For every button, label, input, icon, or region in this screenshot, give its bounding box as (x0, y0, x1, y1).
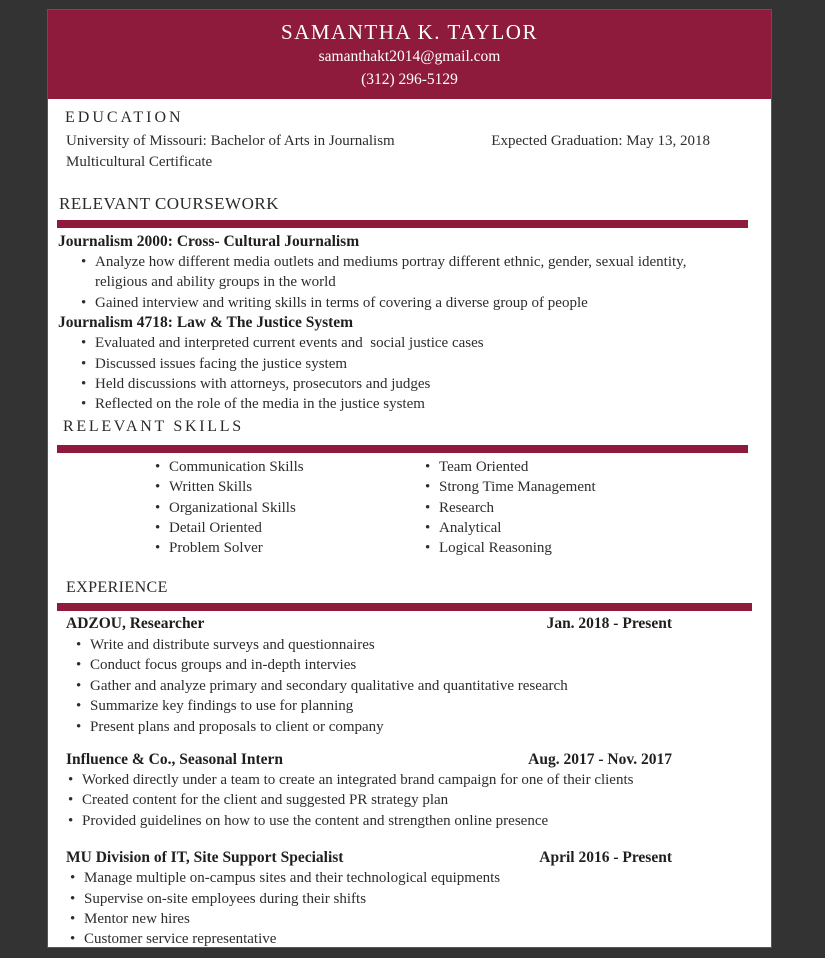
job-entry-header (48, 848, 771, 868)
education-row (48, 131, 771, 152)
skills-heading: RELEVANT SKILLS (63, 417, 244, 435)
job-title: ADZOU, Researcher (66, 614, 205, 632)
list-item: • Write and distribute surveys and questionnaires (76, 635, 748, 655)
job-entry-header (48, 614, 771, 634)
list-item: • Evaluated and interpreted current events and social justice cases (81, 333, 695, 353)
skills-column-left (155, 457, 425, 559)
list-item: • Research (425, 498, 725, 518)
list-item: • Analytical (425, 518, 725, 538)
experience-heading: EXPERIENCE (66, 578, 168, 596)
list-item: • Logical Reasoning (425, 538, 725, 558)
candidate-phone: (312) 296-5129 (361, 71, 458, 88)
job-bullet-list (48, 770, 748, 831)
job-bullet-list (48, 868, 748, 947)
skills-column-right (425, 457, 725, 559)
list-item: • Conduct focus groups and in-depth intervies (76, 655, 748, 675)
course-bullet-list (48, 252, 695, 313)
list-item: • Discussed issues facing the justice system (81, 354, 695, 374)
section-divider-bar (57, 220, 748, 228)
list-item: • Manage multiple on-campus sites and their technological equipments (70, 868, 748, 888)
course-bullet-list (48, 333, 695, 415)
list-item: • Mentor new hires (70, 909, 748, 929)
coursework-heading: RELEVANT COURSEWORK (59, 194, 279, 213)
skills-columns (48, 457, 771, 559)
course-title: Journalism 2000: Cross- Cultural Journalism (58, 233, 360, 250)
section-divider-bar (57, 603, 752, 611)
education-certificate: Multicultural Certificate (66, 154, 213, 170)
list-item: • Analyze how different media outlets and mediums portray different ethnic, gender, sexual identity, religious and ability groups in the world (81, 252, 695, 293)
job-dates: Aug. 2017 - Nov. 2017 (528, 750, 672, 768)
list-item: • Supervise on-site employees during their shifts (70, 889, 748, 909)
job-title: MU Division of IT, Site Support Specialist (66, 849, 344, 867)
candidate-email: samanthakt2014@gmail.com (318, 48, 501, 65)
job-entry-header (48, 750, 771, 770)
list-item: • Detail Oriented (155, 518, 425, 538)
resume-page (48, 10, 771, 947)
education-degree: University of Missouri: Bachelor of Arts in Journalism (66, 133, 395, 149)
skills-section (48, 417, 771, 559)
list-item: • Provided guidelines on how to use the content and strengthen online presence (68, 811, 748, 831)
education-section (48, 108, 771, 173)
job-bullet-list (48, 635, 748, 737)
list-item: • Present plans and proposals to client or company (76, 717, 748, 737)
job-dates: Jan. 2018 - Present (546, 614, 672, 632)
list-item: • Communication Skills (155, 457, 425, 477)
list-item: • Gained interview and writing skills in terms of covering a diverse group of people (81, 293, 695, 313)
list-item: • Written Skills (155, 477, 425, 497)
list-item: • Organizational Skills (155, 498, 425, 518)
section-divider-bar (57, 445, 748, 453)
coursework-section (48, 194, 771, 415)
education-heading: EDUCATION (65, 109, 184, 126)
list-item: • Summarize key findings to use for planning (76, 696, 748, 716)
list-item: • Team Oriented (425, 457, 725, 477)
list-item: • Problem Solver (155, 538, 425, 558)
list-item: • Gather and analyze primary and secondary qualitative and quantitative research (76, 676, 748, 696)
resume-header (48, 10, 771, 99)
job-dates: April 2016 - Present (539, 849, 672, 867)
job-title: Influence & Co., Seasonal Intern (66, 750, 284, 768)
course-title: Journalism 4718: Law & The Justice System (58, 314, 354, 332)
list-item: • Worked directly under a team to create an integrated brand campaign for one of their clients (68, 770, 748, 790)
list-item: • Strong Time Management (425, 477, 725, 497)
list-item: • Held discussions with attorneys, prosecutors and judges (81, 374, 695, 394)
list-item: • Reflected on the role of the media in the justice system (81, 394, 695, 414)
list-item: • Created content for the client and suggested PR strategy plan (68, 790, 748, 810)
list-item: • Customer service representative (70, 929, 748, 947)
candidate-name: SAMANTHA K. TAYLOR (281, 20, 538, 44)
experience-section (48, 578, 771, 947)
education-graduation-date: Expected Graduation: May 13, 2018 (491, 133, 710, 149)
